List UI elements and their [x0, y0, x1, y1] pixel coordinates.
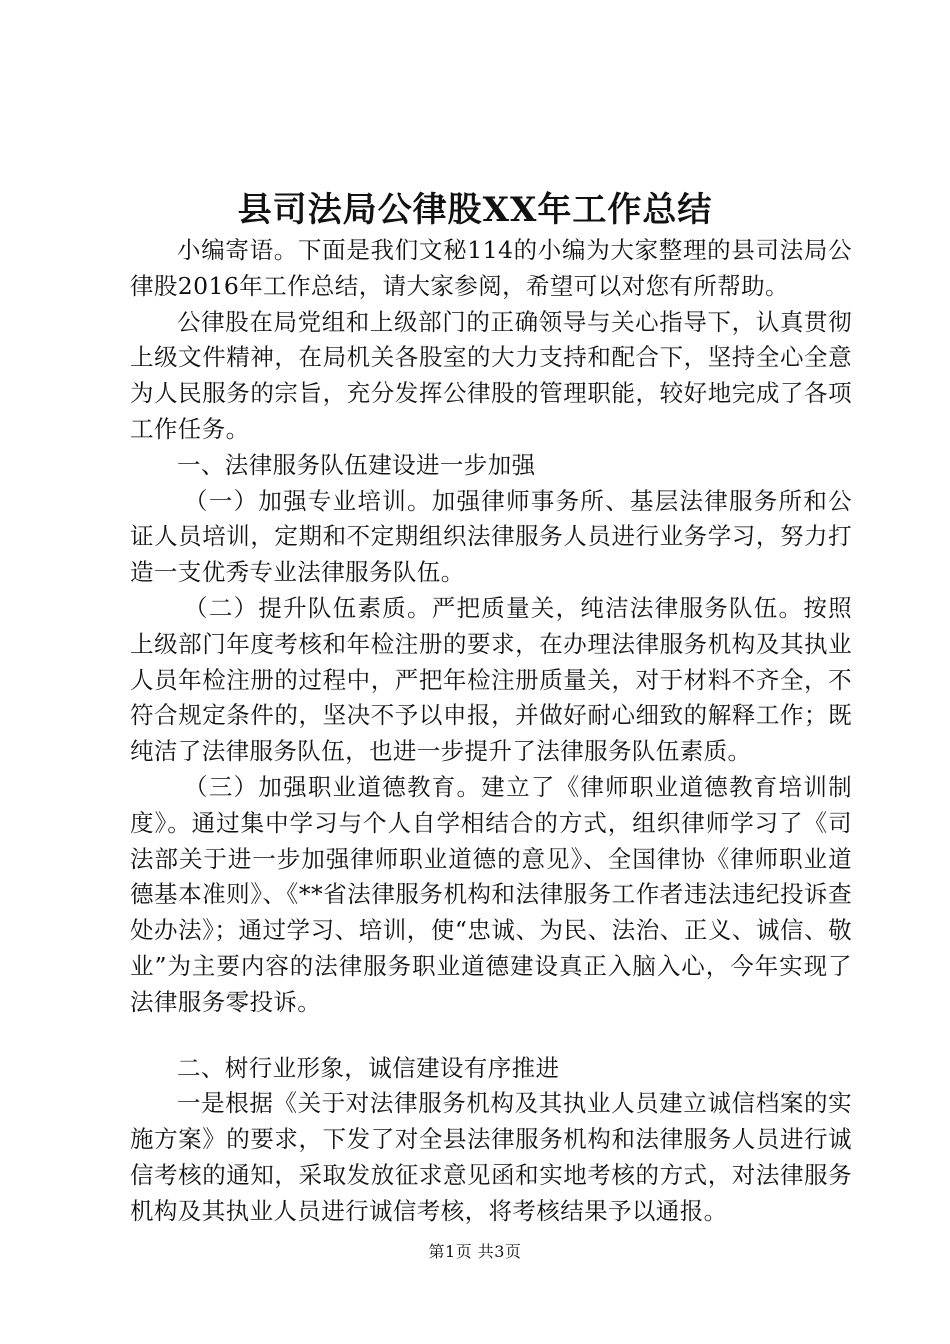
section-2-item-1: 一是根据《关于对法律服务机构及其执业人员建立诚信档案的实施方案》的要求，下发了对全县法律服务机构和法律服务人员进行诚信考核的通知，采取发放征求意见函和实地考核的方式，对法律服务机构及其执业人员进行诚信考核，将考核结果予以通报。 [130, 1089, 852, 1225]
overview-paragraph: 公律股在局党组和上级部门的正确领导与关心指导下，认真贯彻上级文件精神，在局机关各股室的大力支持和配合下，坚持全心全意为人民服务的宗旨，充分发挥公律股的管理职能，较好地完成了各项工作任务。 [130, 307, 852, 443]
section-heading-2: 二、树行业形象，诚信建设有序推进 [177, 1053, 560, 1082]
section-1-item-2: （二）提升队伍素质。严把质量关，纯洁法律服务队伍。按照上级部门年度考核和年检注册的要求，在办理法律服务机构及其执业人员年检注册的过程中，严把年检注册质量关，对于材料不齐全，不符合规定条件的，坚决不予以申报，并做好耐心细致的解释工作；既纯洁了法律服务队伍，也进一步提升了法律服务队伍素质。 [130, 593, 852, 766]
page-footer: 第1页 共3页 [428, 1242, 522, 1261]
document-title: 县司法局公律股XX年工作总结 [237, 190, 713, 230]
section-1-item-1: （一）加强专业培训。加强律师事务所、基层法律服务所和公证人员培训，定期和不定期组织法律服务人员进行业务学习，努力打造一支优秀专业法律服务队伍。 [130, 486, 852, 587]
document-body [130, 233, 852, 1230]
paragraph-gap [130, 1021, 852, 1051]
intro-paragraph: 小编寄语。下面是我们文秘114的小编为大家整理的县司法局公律股2016年工作总结，请大家参阅，希望可以对您有所帮助。 [130, 236, 852, 300]
section-1-item-3: （三）加强职业道德教育。建立了《律师职业道德教育培训制度》。通过集中学习与个人自学相结合的方式，组织律师学习了《司法部关于进一步加强律师职业道德的意见》、全国律协《律师职业道德基本准则》、《**省法律服务机构和法律服务工作者违法违纪投诉查处办法》；通过学习、培训，使“忠诚、为民、法治、正义、诚信、敬业”为主要内容的法律服务职业道德建设真正入脑入心，今年实现了法律服务零投诉。 [130, 772, 852, 1016]
section-heading-1: 一、法律服务队伍建设进一步加强 [177, 450, 536, 479]
